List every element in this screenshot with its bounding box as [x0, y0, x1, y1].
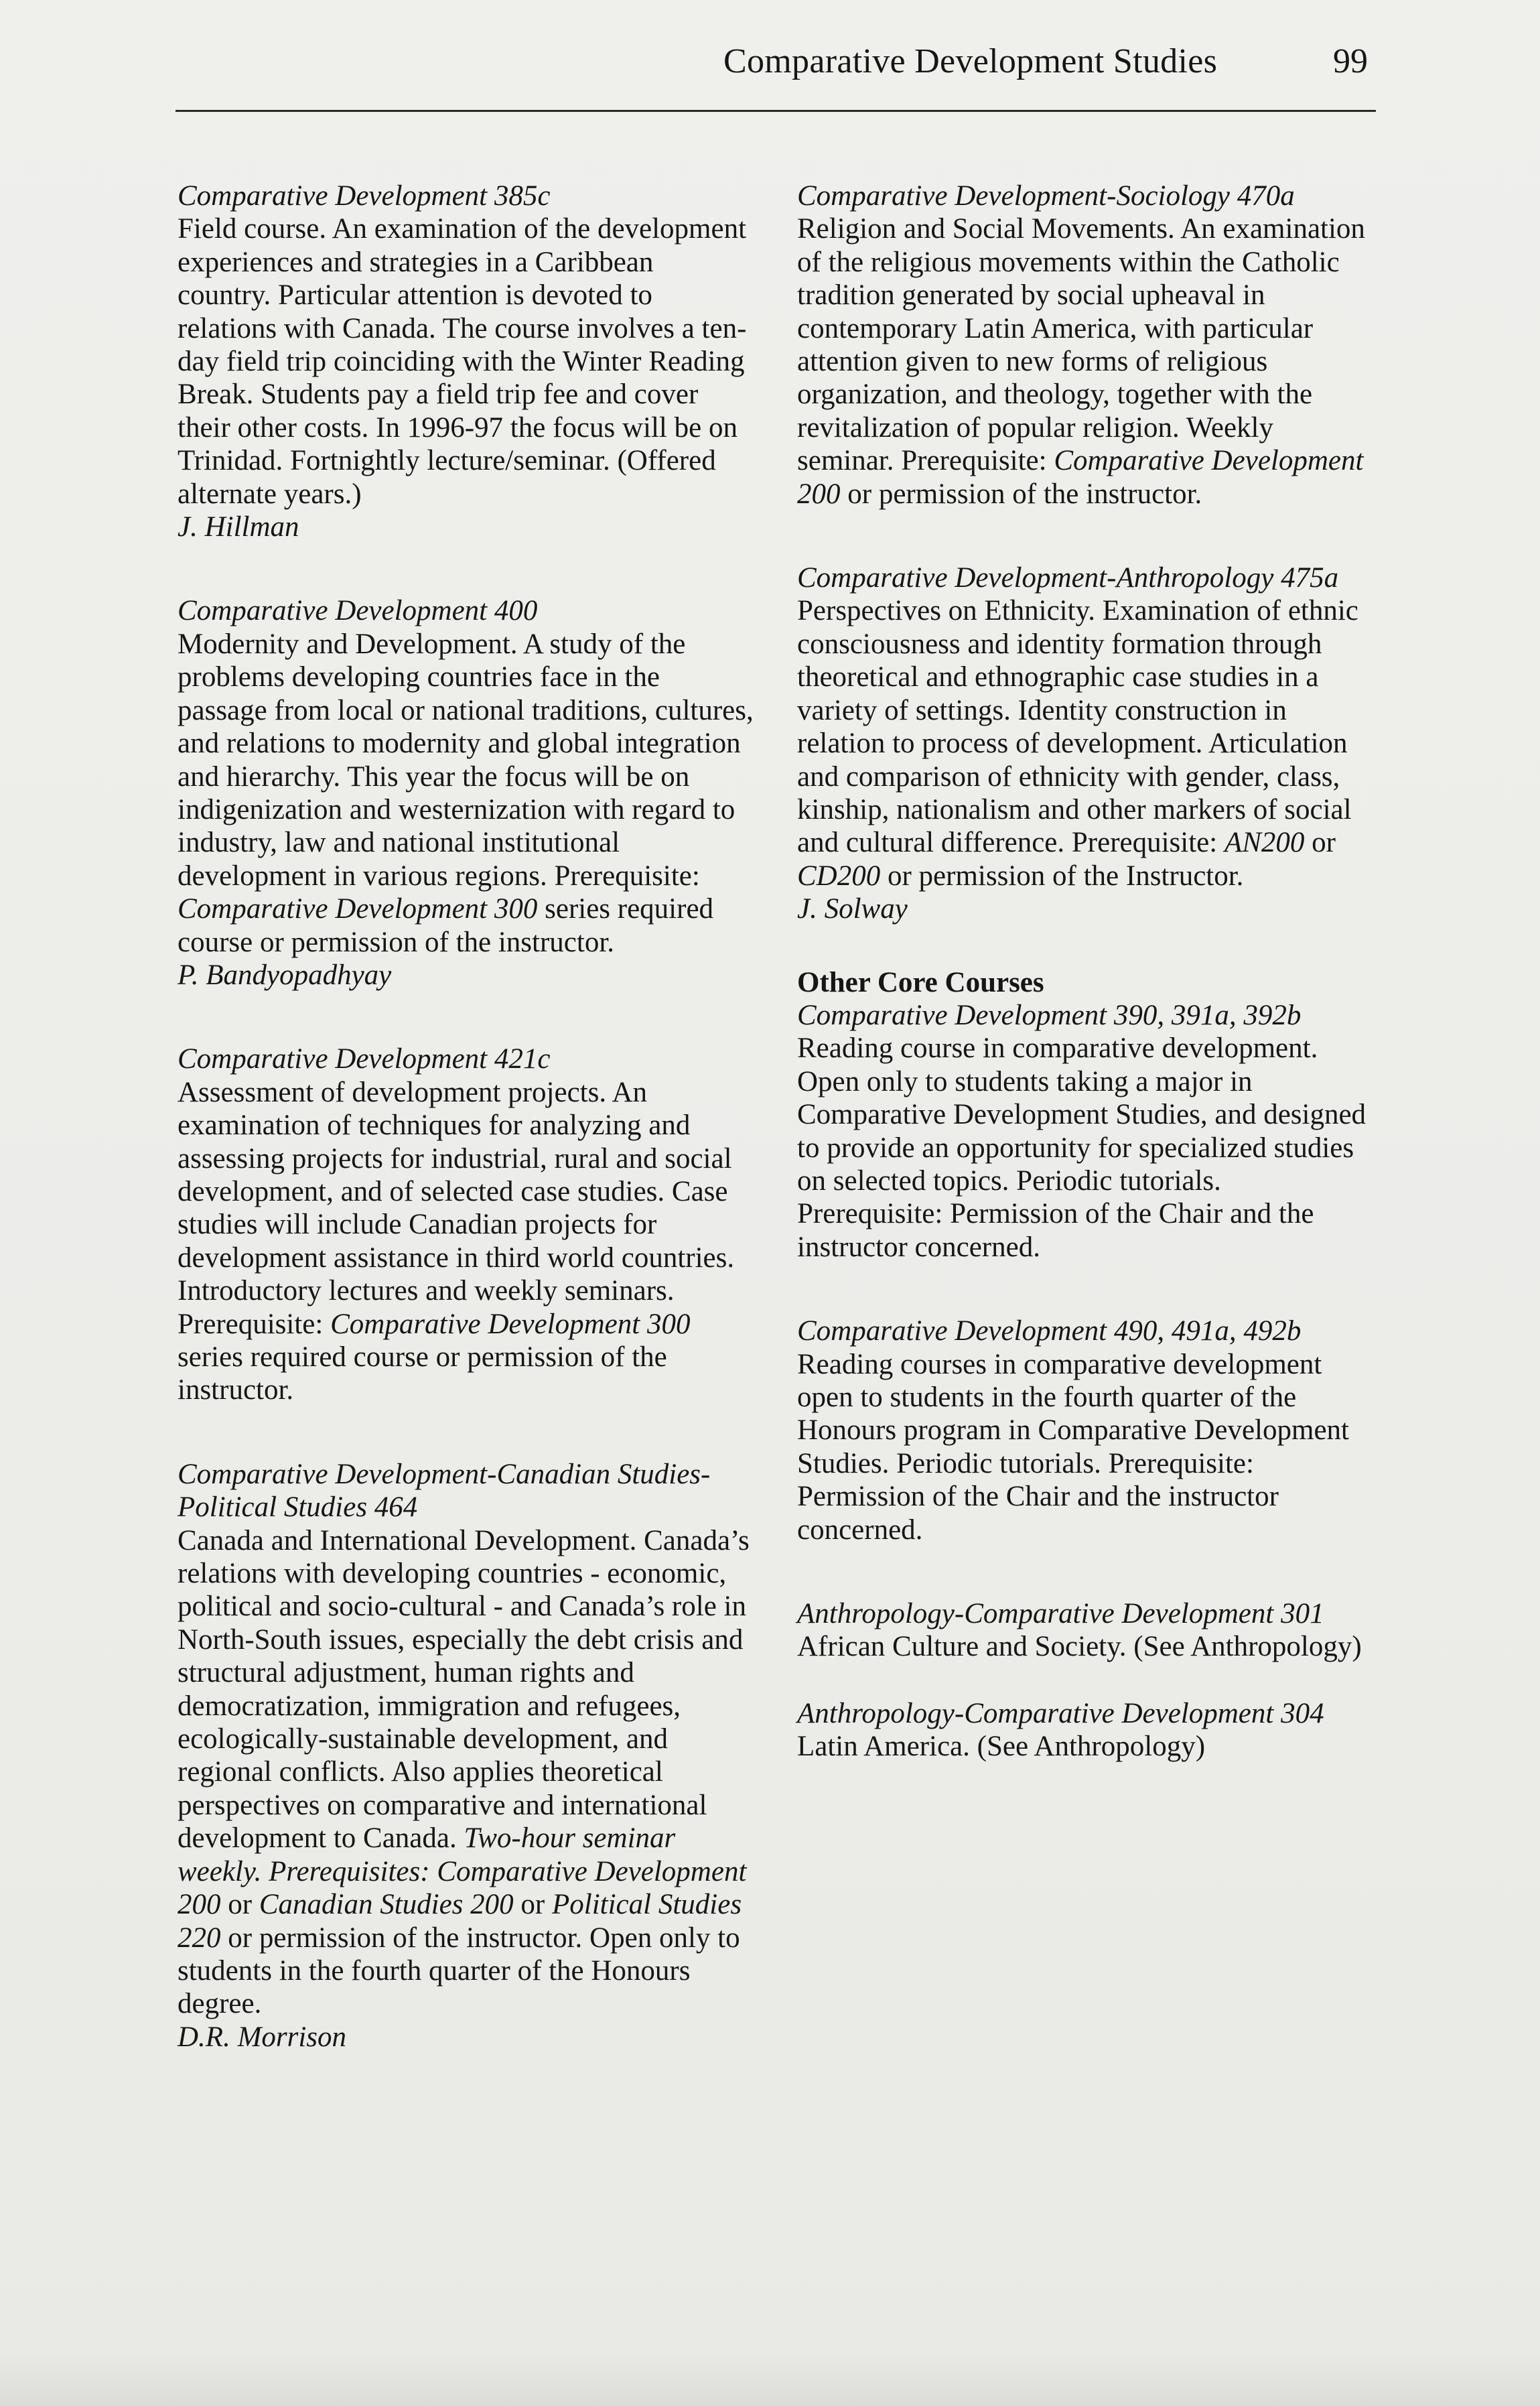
page-number: 99	[1333, 42, 1368, 80]
course-title: Comparative Development 390, 391a, 392b	[797, 999, 1302, 1031]
course-title: Comparative Development 421c	[178, 1043, 551, 1075]
section-heading: Other Core Courses	[797, 966, 1044, 998]
course-description: Latin America. (See Anthropology)	[797, 1731, 1206, 1763]
course-description: Reading courses in comparative development open to students in the fourth quarter of the Honours program in Comparative Development Studies. Periodic tutorials. Prerequisite: Permission of the Chair and the instructor concerned.	[797, 1348, 1349, 1546]
course-entry	[178, 1043, 754, 1406]
course-entry	[797, 561, 1373, 925]
course-title: Anthropology-Comparative Development 301	[797, 1598, 1324, 1630]
course-instructor: P. Bandyopadhyay	[178, 959, 392, 991]
course-description: Perspectives on Ethnicity. Examination of ethnic consciousness and identity formation through theoretical and ethnographic case studies in a variety of settings. Identity construction in relation to process of development. Articulation and comparison of ethnicity with gender, class, kinship, nationalism and other markers of social and cultural difference. Prerequisite: AN200 or CD200 or permission of the Instructor.	[797, 595, 1358, 892]
course-description: African Culture and Society. (See Anthropology)	[797, 1631, 1362, 1663]
course-title: Comparative Development 490, 491a, 492b	[797, 1315, 1302, 1347]
header-rule	[176, 110, 1376, 112]
course-title: Comparative Development 385c	[178, 180, 551, 212]
course-entry	[797, 180, 1373, 511]
course-description: Reading course in comparative development. Open only to students taking a major in Comparative Development Studies, and designed to provide an opportunity for specialized studies on selected topics. Periodic tutorials. Prerequisite: Permission of the Chair and the instructor concerned.	[797, 1032, 1367, 1263]
course-entry	[797, 1697, 1373, 1763]
course-title: Comparative Development-Anthropology 475a	[797, 562, 1339, 594]
course-description: Assessment of development projects. An examination of techniques for analyzing and assessing projects for industrial, rural and social development, and of selected case studies. Case studies will include Canadian projects for development assistance in third world countries. Introductory lectures and weekly seminars. Prerequisite: Comparative Development 300 series required course or permission of the instructor.	[178, 1076, 735, 1406]
running-header-title: Comparative Development Studies	[723, 42, 1218, 80]
course-title: Comparative Development-Canadian Studies-Political Studies 464	[178, 1458, 711, 1524]
course-instructor: D.R. Morrison	[178, 2021, 347, 2053]
course-title: Anthropology-Comparative Development 304	[797, 1697, 1324, 1729]
course-entry	[178, 1458, 754, 2054]
course-entry	[178, 180, 754, 543]
course-description: Religion and Social Movements. An examination of the religious movements within the Catholic tradition generated by social upheaval in contemporary Latin America, with particular attention given to new forms of religious organization, and theology, together with the revitalization of popular religion. Weekly seminar. Prerequisite: Comparative Development 200 or permission of the instructor.	[797, 213, 1365, 510]
course-entry	[178, 594, 754, 992]
course-title: Comparative Development 400	[178, 595, 538, 627]
course-description: Field course. An examination of the development experiences and strategies in a Caribbean country. Particular attention is devoted to relations with Canada. The course involves a ten-day field trip coinciding with the Winter Reading Break. Students pay a field trip fee and cover their other costs. In 1996-97 the focus will be on Trinidad. Fortnightly lecture/seminar. (Offered alternate years.)	[178, 213, 747, 510]
course-entry	[797, 1597, 1373, 1664]
right-column	[797, 180, 1373, 1814]
course-entry	[797, 966, 1373, 1264]
course-description: Canada and International Development. Canada’s relations with developing countries - economic, political and socio-cultural - and Canada’s role in North-South issues, especially the debt crisis and structural adjustment, human rights and democratization, immigration and refugees, ecologically-sustainable development, and regional conflicts. Also applies theoretical perspectives on comparative and international development to Canada. Two-hour seminar weekly. Prerequisites: Comparative Development 200 or Canadian Studies 200 or Political Studies 220 or permission of the instructor. Open only to students in the fourth quarter of the Honours degree.	[178, 1524, 750, 2020]
course-instructor: J. Solway	[797, 893, 908, 925]
page-edge-shadow	[0, 2352, 1540, 2406]
course-entry	[797, 1315, 1373, 1546]
course-instructor: J. Hillman	[178, 511, 299, 543]
course-title: Comparative Development-Sociology 470a	[797, 180, 1295, 212]
course-description: Modernity and Development. A study of the problems developing countries face in the passage from local or national traditions, cultures, and relations to modernity and global integration and hierarchy. This year the focus will be on indigenization and westernization with regard to industry, law and national institutional development in various regions. Prerequisite: Comparative Development 300 series required course or permission of the instructor.	[178, 628, 754, 958]
left-column	[178, 180, 754, 2104]
